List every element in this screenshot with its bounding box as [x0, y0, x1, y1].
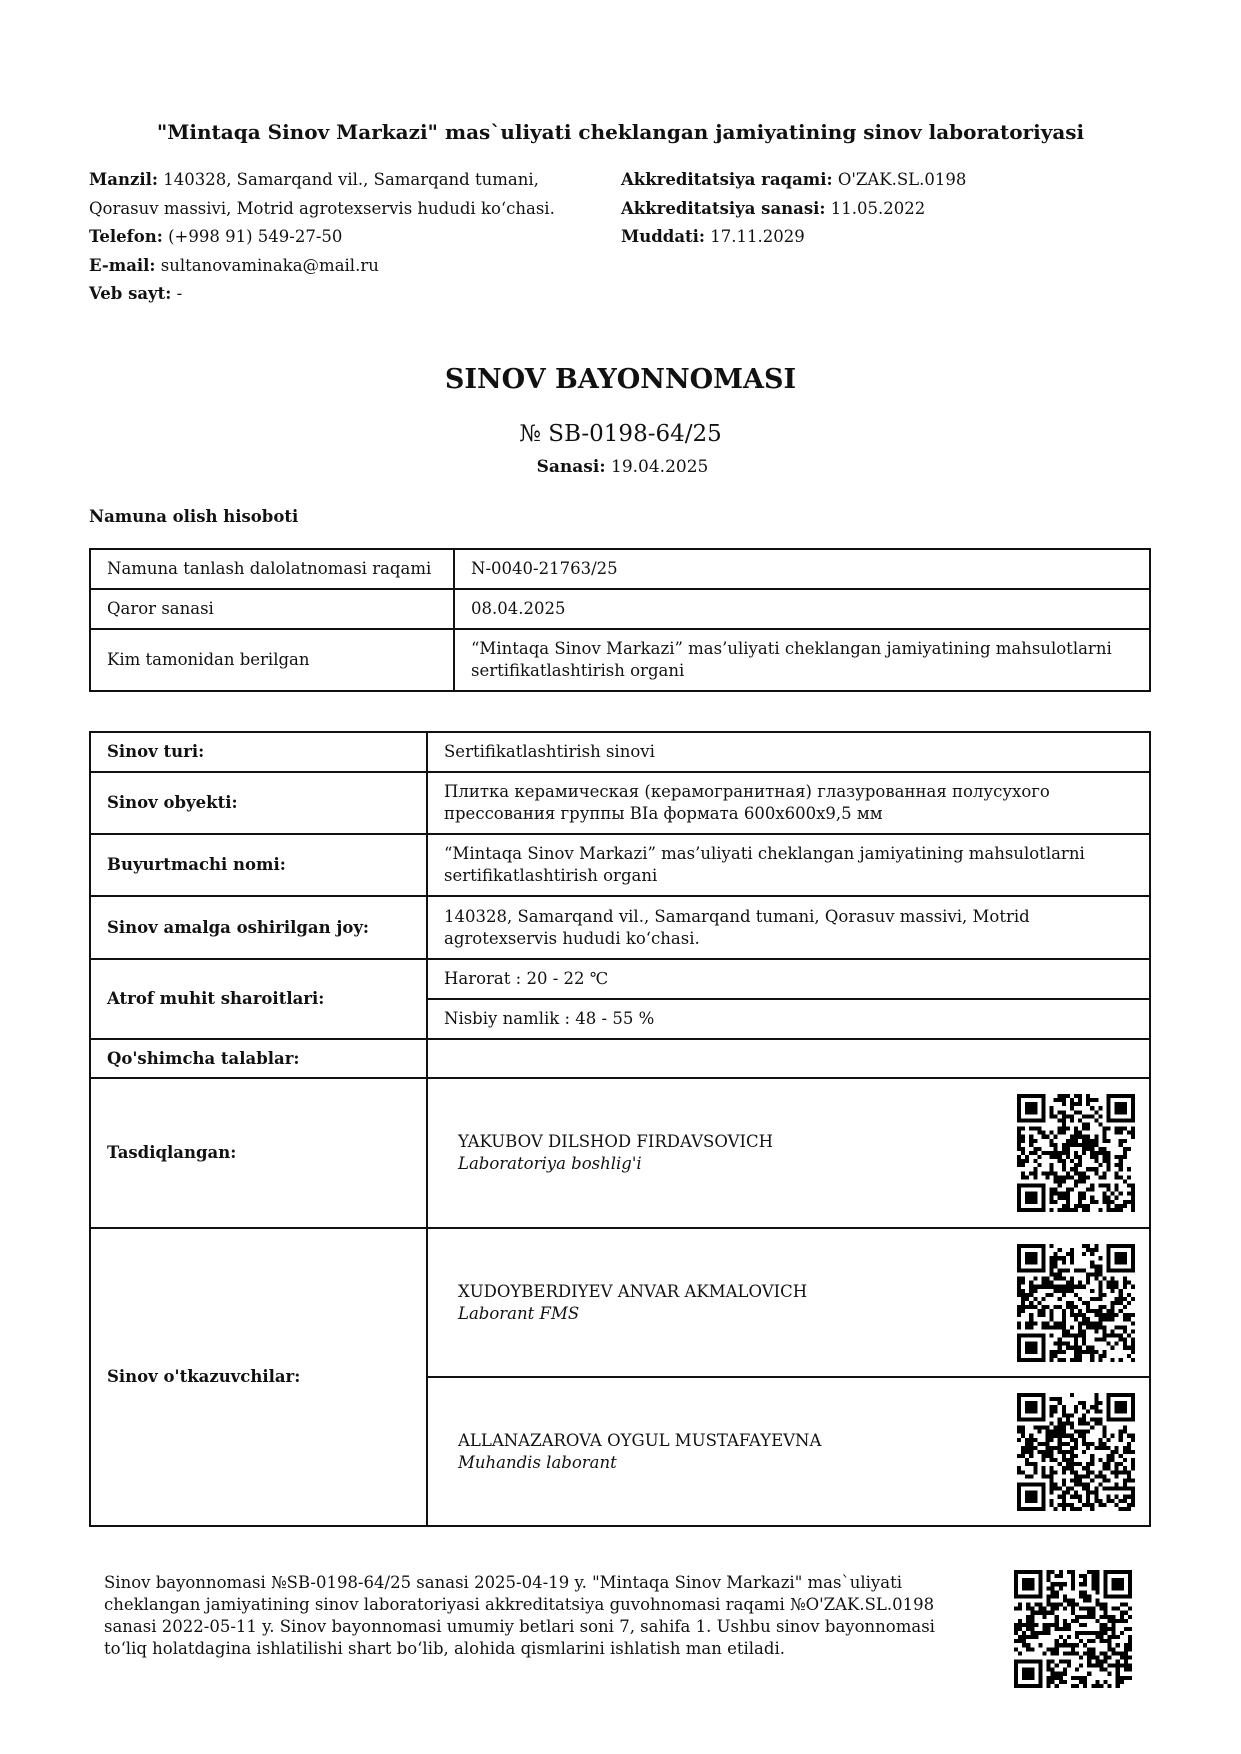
table-row	[90, 1039, 1150, 1078]
table-row	[90, 732, 1150, 772]
table-row	[90, 549, 1150, 589]
tester-signature	[427, 1228, 1150, 1377]
test-location-value	[427, 896, 1150, 959]
qr-code-icon	[1014, 1570, 1132, 1688]
laboratory-title: "Mintaqa Sinov Markazi" mas`uliyati cheklangan jamiyatining sinov laboratoriyasi	[156, 120, 1085, 144]
footer-line-3: sanasi 2022-05-11 y. Sinov bayonnomasi umumiy betlari soni 7, sahifa 1. Ushbu sinov bayonnomasi	[104, 1617, 935, 1636]
address-label: Manzil:	[89, 170, 158, 189]
test-location-line-2: agrotexservis hududi ko‘chasi.	[444, 928, 700, 948]
issued-by-value	[454, 629, 1150, 691]
email-line	[89, 252, 649, 281]
customer-value	[427, 834, 1150, 896]
test-object-value	[427, 772, 1150, 834]
footer-line-2: cheklangan jamiyatining sinov laboratoriyasi akkreditatsiya guvohnomasi raqami №O'ZAK.SL.0198	[104, 1595, 935, 1614]
table-row	[90, 834, 1150, 896]
test-details-table	[89, 731, 1151, 1527]
accreditation-number-line	[621, 166, 1141, 195]
test-object-label: Sinov obyekti:	[90, 772, 427, 834]
approver-signature	[427, 1078, 1150, 1228]
accreditation-date-line	[621, 195, 1141, 224]
document-number: № SB-0198-64/25	[519, 421, 722, 447]
environment-label: Atrof muhit sharoitlari:	[90, 959, 427, 1039]
sampling-act-number-value: N-0040-21763/25	[454, 549, 1150, 589]
test-type-value: Sertifikatlashtirish sinovi	[427, 732, 1150, 772]
table-row	[90, 1078, 1150, 1228]
table-row	[90, 896, 1150, 959]
decision-date-label: Qaror sanasi	[90, 589, 454, 629]
issued-by-line-1: “Mintaqa Sinov Markazi” mas’uliyati cheklangan jamiyatining mahsulotlarni	[471, 639, 1112, 658]
accreditation-info	[621, 166, 1141, 252]
document-title: SINOV BAYONNOMASI	[444, 364, 797, 395]
accreditation-date-label: Akkreditatsiya sanasi:	[621, 198, 826, 218]
humidity-value: Nisbiy namlik : 48 - 55 %	[427, 999, 1150, 1039]
address-line-1	[89, 166, 649, 195]
qr-code-icon	[1017, 1094, 1135, 1212]
footer-notice	[104, 1572, 984, 1660]
qr-code-icon	[1017, 1244, 1135, 1362]
validity-line	[621, 223, 1141, 252]
test-type-label: Sinov turi:	[90, 732, 427, 772]
qr-code-icon	[1017, 1393, 1135, 1511]
approver-name: YAKUBOV DILSHOD FIRDAVSOVICH	[458, 1132, 774, 1151]
tester-role: Laborant FMS	[458, 1303, 580, 1323]
accreditation-date-value: 11.05.2022	[830, 198, 926, 218]
table-row	[90, 772, 1150, 834]
table-row	[90, 959, 1150, 999]
accreditation-number-label: Akkreditatsiya raqami:	[621, 170, 833, 189]
approved-label: Tasdiqlangan:	[90, 1078, 427, 1228]
website-line	[89, 280, 649, 309]
contact-info	[89, 166, 649, 309]
email-value[interactable]: sultanovaminaka@mail.ru	[160, 255, 379, 275]
test-location-line-1: 140328, Samarqand vil., Samarqand tumani, Qorasuv massivi, Motrid	[444, 906, 1030, 926]
phone-label: Telefon:	[89, 227, 163, 246]
test-location-label: Sinov amalga oshirilgan joy:	[90, 896, 427, 959]
test-object-line-1: Плитка керамическая (керамогранитная) глазурованная полусухого	[444, 782, 1050, 801]
accreditation-number-value: O'ZAK.SL.0198	[837, 170, 967, 189]
sampling-report-table	[89, 548, 1151, 692]
customer-label: Buyurtmachi nomi:	[90, 834, 427, 896]
issued-by-label: Kim tamonidan berilgan	[90, 629, 454, 691]
address-line-2: Qorasuv massivi, Motrid agrotexservis hududi ko‘chasi.	[89, 198, 555, 218]
decision-date-value: 08.04.2025	[454, 589, 1150, 629]
document-date-label: Sanasi:	[536, 457, 606, 477]
footer-line-1: Sinov bayonnomasi №SB-0198-64/25 sanasi 2025-04-19 y. "Mintaqa Sinov Markazi" mas`uliyati	[104, 1573, 902, 1592]
document-date-value: 19.04.2025	[611, 457, 709, 477]
address-value: 140328, Samarqand vil., Samarqand tumani,	[163, 170, 539, 189]
tester-signature	[427, 1377, 1150, 1526]
testers-label: Sinov o'tkazuvchilar:	[90, 1228, 427, 1526]
additional-requirements-label: Qo'shimcha talablar:	[90, 1039, 427, 1078]
phone-value: (+998 91) 549-27-50	[168, 227, 343, 246]
website-value: -	[176, 284, 183, 303]
tester-name: XUDOYBERDIYEV ANVAR AKMALOVICH	[458, 1281, 808, 1301]
table-row	[90, 1228, 1150, 1377]
document-date	[0, 457, 1241, 477]
approver-role: Laboratoriya boshlig'i	[458, 1154, 642, 1173]
validity-value: 17.11.2029	[710, 227, 805, 246]
email-label: E-mail:	[89, 255, 156, 275]
table-row	[90, 589, 1150, 629]
website-label: Veb sayt:	[89, 284, 172, 303]
phone-line	[89, 223, 649, 252]
sampling-report-heading: Namuna olish hisoboti	[89, 507, 299, 526]
table-row	[90, 629, 1150, 691]
footer-line-4: to‘liq holatdagina ishlatilishi shart bo‘lib, alohida qismlarini ishlatish man etiladi.	[104, 1639, 785, 1658]
test-object-line-2: прессования группы BIa формата 600x600x9,5 мм	[444, 804, 883, 823]
temperature-value: Harorat : 20 - 22 ℃	[427, 959, 1150, 999]
validity-label: Muddati:	[621, 227, 706, 246]
sampling-act-number-label: Namuna tanlash dalolatnomasi raqami	[90, 549, 454, 589]
customer-line-2: sertifikatlashtirish organi	[444, 866, 658, 885]
issued-by-line-2: sertifikatlashtirish organi	[471, 661, 685, 680]
tester-name: ALLANAZAROVA OYGUL MUSTAFAYEVNA	[458, 1430, 822, 1450]
customer-line-1: “Mintaqa Sinov Markazi” mas’uliyati cheklangan jamiyatining mahsulotlarni	[444, 844, 1085, 863]
tester-role: Muhandis laborant	[458, 1452, 617, 1472]
additional-requirements-value	[427, 1039, 1150, 1078]
